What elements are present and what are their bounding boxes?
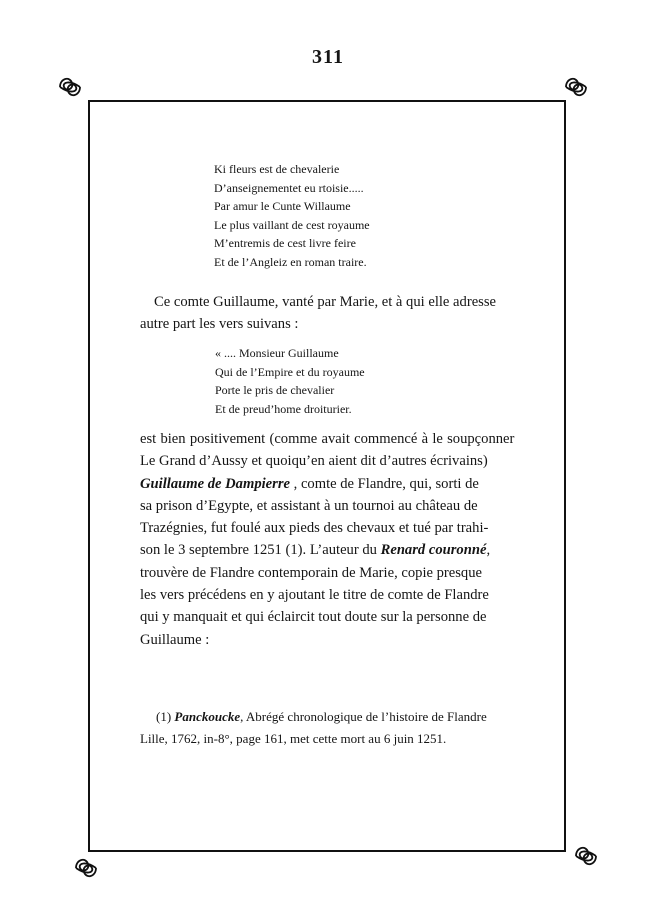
- verse-line: Et de preud’home droiturier.: [215, 401, 352, 416]
- verse-block-1: [214, 160, 370, 272]
- page-number: 311: [312, 46, 344, 68]
- footnote-line: Lille, 1762, in-8°, page 161, met cette mort au 6 juin 1251.: [140, 731, 447, 746]
- verse-line: « .... Monsieur Guillaume: [215, 346, 339, 360]
- paragraph-2: [140, 428, 522, 651]
- name-guillaume-de-dampierre: Guillaume de Dampierre: [140, 475, 290, 492]
- verse-line: Le plus vaillant de cest royaume: [214, 217, 370, 232]
- verse-line: D’anseignementet eu rtoisie.....: [214, 180, 364, 195]
- line-text: , comte de Flandre, qui, sorti de: [290, 475, 479, 492]
- footnote-marker: (1): [156, 709, 175, 724]
- paragraph-line: qui y manquait et qui éclaircit tout doute sur la personne de: [140, 609, 487, 626]
- paragraph-line: Le Grand d’Aussy et quoiqu’en aient dit d’autres écrivains): [140, 453, 488, 470]
- line-text: , Abrégé chronologique de l’histoire de Flandre: [240, 709, 487, 724]
- line-text: ,: [486, 542, 491, 559]
- verse-line: M’entremis de cest livre feire: [214, 236, 356, 251]
- footnote-line: [140, 706, 520, 728]
- verse-line: Porte le pris de chevalier: [215, 383, 335, 398]
- paragraph-line: Guillaume :: [140, 631, 210, 648]
- paragraph-line: Trazégnies, fut foulé aux pieds des chevaux et tué par trahi-: [140, 520, 489, 537]
- paragraph-line: [140, 473, 522, 495]
- paragraph-line: trouvère de Flandre contemporain de Marie, copie presque: [140, 564, 483, 581]
- verse-block-2: [215, 344, 365, 418]
- paragraph-1: [140, 291, 522, 336]
- paragraph-line: autre part les vers suivans :: [140, 316, 299, 333]
- line-text: son le 3 septembre 1251 (1). L’auteur du: [140, 542, 381, 559]
- paragraph-line: sa prison d’Egypte, et assistant à un tournoi au château de: [140, 497, 478, 514]
- paragraph-line: est bien positivement (comme avait commencé à le soupçonner: [140, 431, 515, 447]
- verse-line: Qui de l’Empire et du royaume: [215, 364, 365, 379]
- verse-line: Et de l’Angleiz en roman traire.: [214, 254, 367, 269]
- verse-line: Ki fleurs est de chevalerie: [214, 162, 340, 176]
- ornament-bottom-right-icon: [572, 843, 600, 869]
- paragraph-line: les vers précédens en y ajoutant le titre de comte de Flandre: [140, 587, 489, 604]
- ornament-top-right-icon: [562, 74, 590, 100]
- footnote: [140, 706, 520, 750]
- ornament-bottom-left-icon: [72, 855, 100, 881]
- title-renard-couronne: Renard couronné: [380, 542, 487, 559]
- paragraph-line: Ce comte Guillaume, vanté par Marie, et à qui elle adresse: [154, 294, 497, 310]
- ornament-top-left-icon: [56, 74, 84, 100]
- verse-line: Par amur le Cunte Willaume: [214, 199, 351, 214]
- footnote-author: Panckoucke: [174, 709, 241, 724]
- paragraph-line: [140, 539, 522, 561]
